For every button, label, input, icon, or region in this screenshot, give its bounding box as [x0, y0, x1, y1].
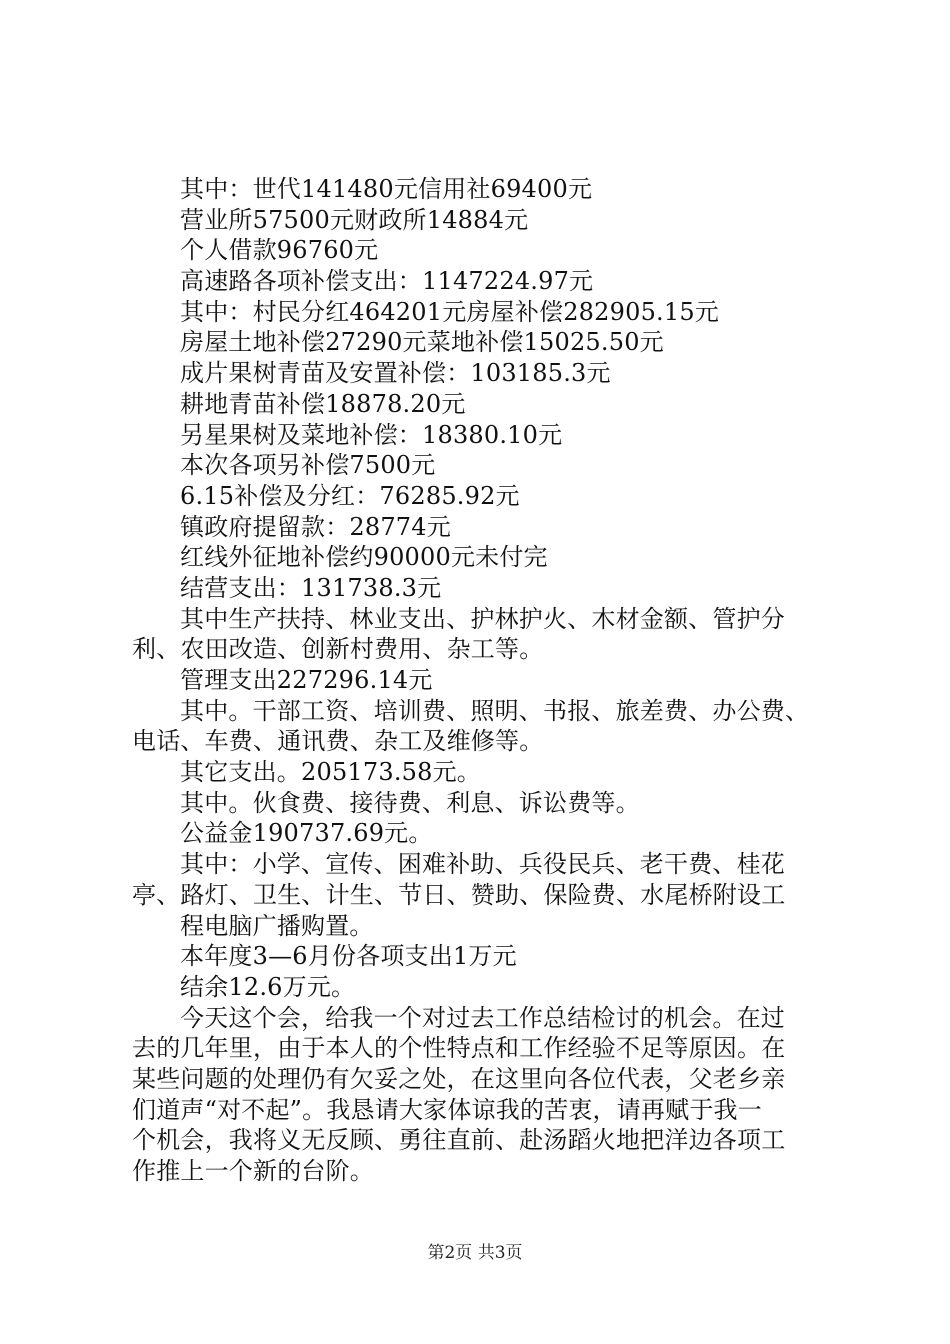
text-line: 营业所57500元财政所14884元	[180, 205, 529, 234]
text-line: 其中。伙食费、接待费、利息、诉讼费等。	[180, 788, 640, 817]
text-line: 其中生产扶持、林业支出、护林护火、木材金额、管护分	[180, 604, 785, 633]
text-line: 成片果树青苗及安置补偿：103185.3元	[180, 359, 611, 388]
text-line: 结营支出：131738.3元	[180, 573, 442, 602]
text-line: 其中：世代141480元信用社69400元	[180, 175, 593, 203]
text-line: 另星果树及菜地补偿：18380.10元	[180, 420, 563, 449]
text-line: 公益金190737.69元。	[180, 819, 433, 848]
document-body	[132, 174, 832, 1187]
text-line: 们道声“对不起”。我恳请大家体谅我的苦衷，请再赋于我一	[132, 1095, 762, 1124]
text-line: 结余12.6万元。	[180, 972, 356, 1001]
text-line: 其中：村民分红464201元房屋补偿282905.15元	[180, 297, 720, 326]
text-line: 本年度3—6月份各项支出1万元	[180, 942, 517, 971]
text-line: 本次各项另补偿7500元	[180, 451, 436, 480]
text-line: 耕地青苗补偿18878.20元	[180, 389, 466, 418]
text-line: 去的几年里，由于本人的个性特点和工作经验不足等原因。在	[132, 1034, 786, 1063]
text-line: 个机会，我将义无反顾、勇往直前、赴汤蹈火地把洋边各项工	[132, 1126, 786, 1155]
text-line: 镇政府提留款：28774元	[180, 512, 451, 541]
text-line: 红线外征地补偿约90000元未付完	[180, 543, 548, 572]
text-line: 亭、路灯、卫生、计生、节日、赞助、保险费、水尾桥附设工	[132, 880, 786, 909]
text-line: 作推上一个新的台阶。	[132, 1157, 374, 1185]
page-footer: 第2页 共3页	[427, 1243, 523, 1263]
text-line: 利、农田改造、创新村费用、杂工等。	[132, 635, 544, 664]
text-line: 6.15补偿及分红：76285.92元	[180, 481, 520, 510]
text-line: 个人借款96760元	[180, 236, 379, 265]
text-line: 今天这个会，给我一个对过去工作总结检讨的机会。在过	[180, 1003, 785, 1032]
text-line: 电话、车费、通讯费、杂工及维修等。	[132, 727, 544, 756]
text-line: 房屋土地补偿27290元菜地补偿15025.50元	[180, 328, 664, 357]
text-line: 其中。干部工资、培训费、照明、书报、旅差费、办公费、	[180, 696, 810, 725]
text-line: 其中：小学、宣传、困难补助、兵役民兵、老干费、桂花	[180, 850, 785, 879]
text-line: 程电脑广播购置。	[180, 911, 374, 940]
text-line: 其它支出。205173.58元。	[180, 758, 481, 787]
text-line: 某些问题的处理仍有欠妥之处，在这里向各位代表，父老乡亲	[132, 1064, 786, 1093]
text-line: 高速路各项补偿支出：1147224.97元	[180, 267, 594, 296]
text-line: 管理支出227296.14元	[180, 666, 433, 694]
